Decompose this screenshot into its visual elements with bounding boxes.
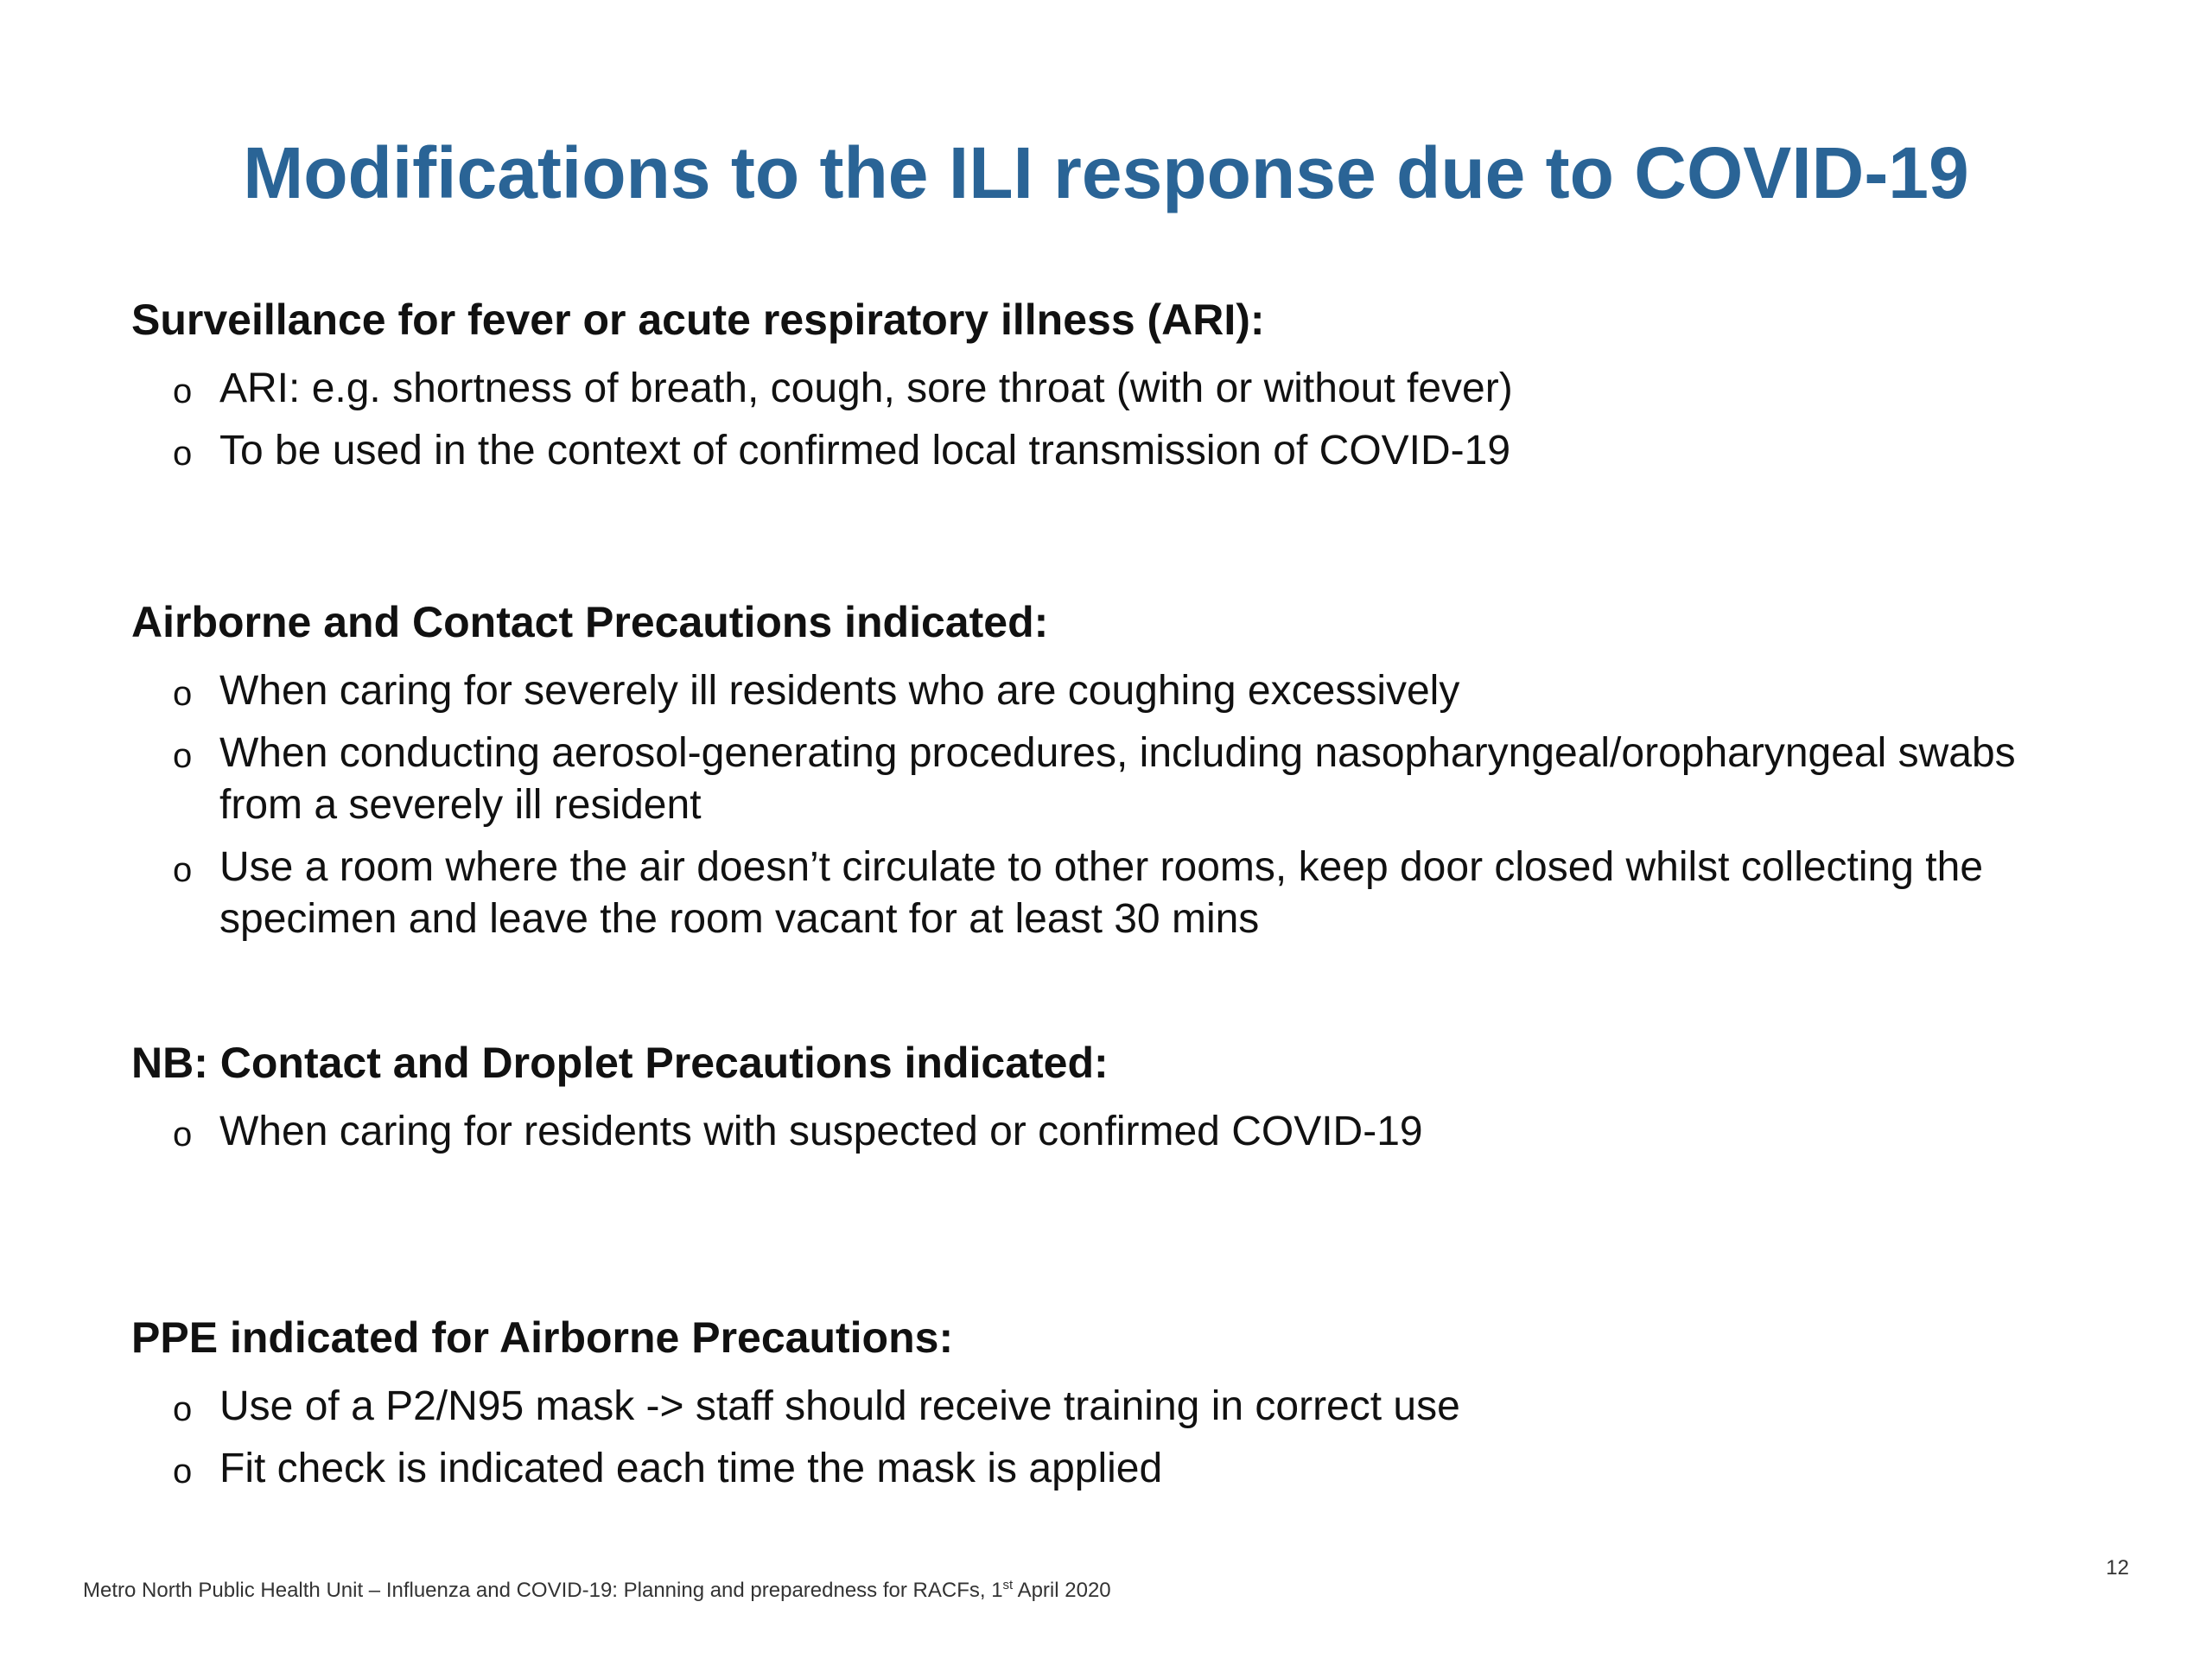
section-heading-airborne-contact: Airborne and Contact Precautions indicated: <box>131 598 1049 646</box>
bullet-list-contact-droplet <box>173 1106 2031 1168</box>
hollow-circle-bullet-icon: o <box>173 1452 193 1491</box>
list-item <box>173 1106 2031 1158</box>
slide-footer <box>83 1578 1111 1604</box>
hollow-circle-bullet-icon: o <box>173 675 193 713</box>
list-item <box>173 842 2031 945</box>
hollow-circle-bullet-icon: o <box>173 1390 193 1428</box>
list-item <box>173 1443 2031 1495</box>
section-heading-surveillance: Surveillance for fever or acute respiratory illness (ARI): <box>131 296 1265 344</box>
bullet-text: Fit check is indicated each time the mask is applied <box>219 1446 1163 1491</box>
section-heading-contact-droplet: NB: Contact and Droplet Precautions indicated: <box>131 1039 1109 1087</box>
bullet-text: Use a room where the air doesn’t circulate to other rooms, keep door closed whilst collecting the specimen and leave the room vacant for at least 30 mins <box>219 844 1984 942</box>
bullet-list-surveillance <box>173 363 2031 487</box>
list-item <box>173 425 2031 477</box>
list-item <box>173 1381 2031 1433</box>
bullet-text: When conducting aerosol-generating procedures, including nasopharyngeal/oropharyngeal swabs from a severely ill resident <box>219 730 2016 828</box>
bullet-list-airborne-contact <box>173 665 2031 956</box>
bullet-text: Use of a P2/N95 mask -> staff should receive training in correct use <box>219 1383 1460 1429</box>
footer-text: Metro North Public Health Unit – Influenza and COVID-19: Planning and preparedness for RACFs, 1 <box>83 1579 1003 1602</box>
footer-date: April 2020 <box>1013 1579 1111 1602</box>
list-item <box>173 665 2031 717</box>
hollow-circle-bullet-icon: o <box>173 851 193 889</box>
hollow-circle-bullet-icon: o <box>173 372 193 410</box>
slide-title: Modifications to the ILI response due to COVID-19 <box>243 132 1969 213</box>
list-item <box>173 728 2031 831</box>
footer-superscript: st <box>1002 1578 1014 1592</box>
bullet-text: To be used in the context of confirmed local transmission of COVID-19 <box>219 428 1511 474</box>
hollow-circle-bullet-icon: o <box>173 737 193 775</box>
bullet-list-ppe <box>173 1381 2031 1505</box>
page-number: 12 <box>2106 1556 2129 1580</box>
bullet-text: When caring for severely ill residents who are coughing excessively <box>219 668 1460 714</box>
hollow-circle-bullet-icon: o <box>173 1116 193 1154</box>
hollow-circle-bullet-icon: o <box>173 435 193 473</box>
list-item <box>173 363 2031 415</box>
bullet-text: When caring for residents with suspected or confirmed COVID-19 <box>219 1109 1423 1154</box>
section-heading-ppe: PPE indicated for Airborne Precautions: <box>131 1313 954 1362</box>
bullet-text: ARI: e.g. shortness of breath, cough, sore throat (with or without fever) <box>219 365 1513 411</box>
